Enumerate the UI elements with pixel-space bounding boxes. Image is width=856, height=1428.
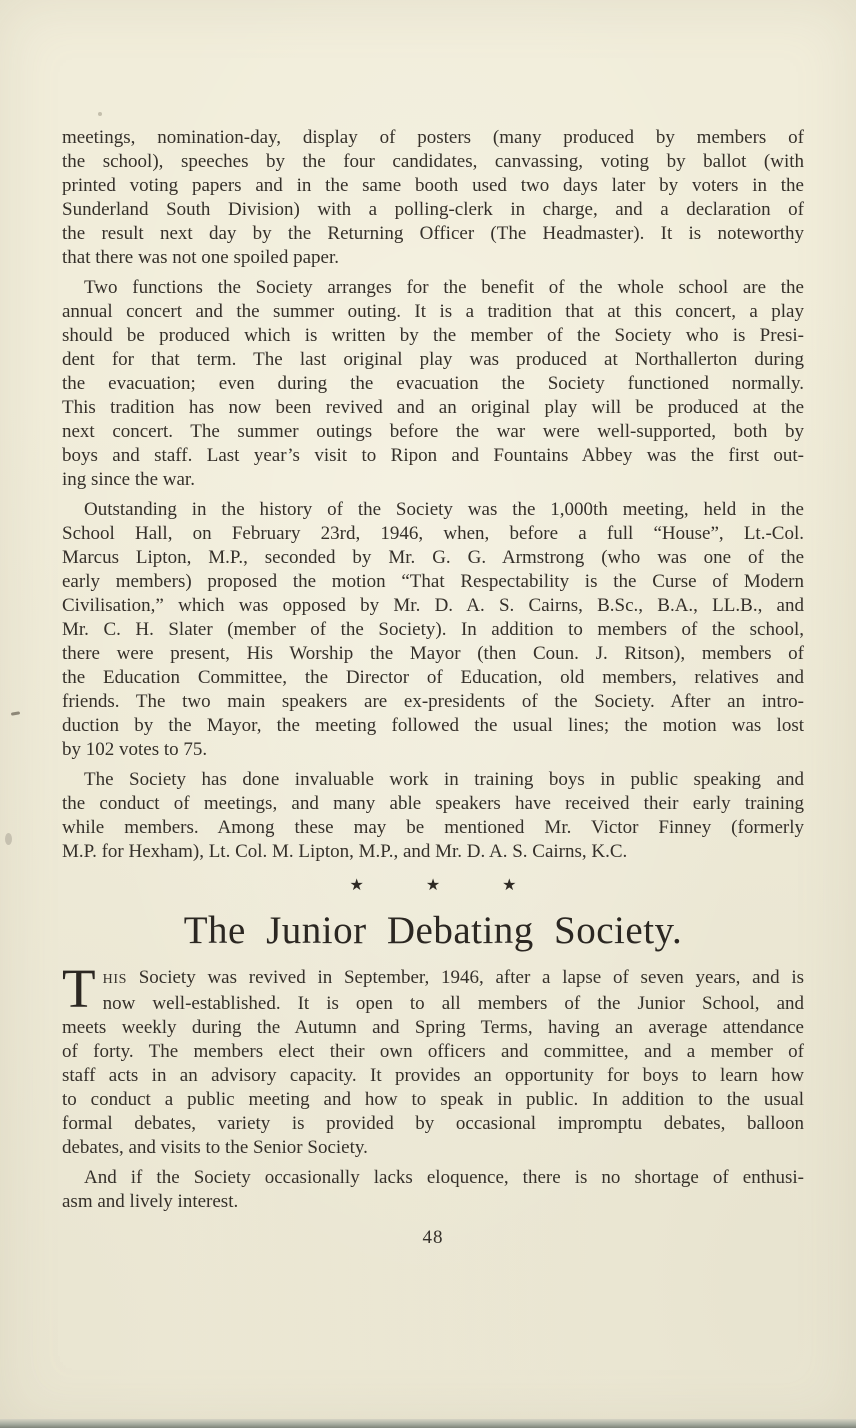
text-line: the Education Committee, the Director of Education, old members, relatives and — [62, 667, 804, 688]
text-line: debates, and visits to the Senior Society. — [62, 1137, 368, 1158]
text-line: friends. The two main speakers are ex-presidents of the Society. After an intro- — [62, 691, 804, 712]
star-icon: ★ — [425, 877, 441, 894]
text-line: by 102 votes to 75. — [62, 739, 208, 760]
paragraph-continuation — [62, 126, 804, 270]
text-line: asm and lively interest. — [62, 1191, 239, 1212]
text-line: Mr. C. H. Slater (member of the Society). In addition to members of the school, — [62, 619, 804, 640]
text-line: meetings, nomination-day, display of posters (many produced by members of — [62, 127, 804, 148]
paragraph-1000th-meeting — [62, 498, 804, 762]
text-line: while members. Among these may be mentioned Mr. Victor Finney (formerly — [62, 817, 804, 838]
text-line: Outstanding in the history of the Society was the 1,000th meeting, held in the — [84, 499, 804, 520]
paragraph-lines — [62, 992, 804, 1160]
text-line: early members) proposed the motion “That Respectability is the Curse of Modern — [62, 571, 804, 592]
text-line: boys and staff. Last year’s visit to Ripon and Fountains Abbey was the first out- — [62, 445, 804, 466]
text-line: the evacuation; even during the evacuation the Society functioned normally. — [62, 373, 804, 394]
text-line: should be produced which is written by the member of the Society who is Presi- — [62, 325, 804, 346]
section-heading: The Junior Debating Society. — [183, 909, 683, 952]
text-line: the conduct of meetings, and many able speakers have received their early training — [62, 793, 804, 814]
paragraph-invaluable-work — [62, 768, 804, 864]
text-line: Civilisation,” which was opposed by Mr. D. A. S. Cairns, B.Sc., B.A., LL.B., and — [62, 595, 804, 616]
text-line: formal debates, variety is provided by occasional impromptu debates, balloon — [62, 1113, 804, 1134]
text-line: ing since the war. — [62, 469, 195, 490]
text-line: the result next day by the Returning Officer (The Headmaster). It is noteworthy — [62, 223, 804, 244]
text-line: School Hall, on February 23rd, 1946, when, before a full “House”, Lt.-Col. — [62, 523, 804, 544]
text-line: Marcus Lipton, M.P., seconded by Mr. G. G. Armstrong (who was one of the — [62, 547, 804, 568]
star-icon: ★ — [349, 877, 364, 894]
text-line: meets weekly during the Autumn and Spring Terms, having an average attendance — [62, 1017, 804, 1038]
ink-speck — [98, 112, 102, 116]
margin-smudge — [5, 833, 12, 845]
text-line: And if the Society occasionally lacks eloquence, there is no shortage of enthusi- — [84, 1167, 804, 1188]
text-line: staff acts in an advisory capacity. It provides an opportunity for boys to learn how — [62, 1065, 804, 1086]
text-line: dent for that term. The last original play was produced at Northallerton during — [62, 349, 804, 370]
text-line: to conduct a public meeting and how to speak in public. In addition to the usual — [62, 1089, 804, 1110]
paragraph-closing — [62, 1166, 804, 1214]
page-bottom-edge — [0, 1419, 856, 1428]
text-line — [62, 966, 804, 992]
text-line: next concert. The summer outings before the war were well-supported, both by — [62, 421, 804, 442]
text-line: there were present, His Worship the Mayor (then Coun. J. Ritson), members of — [62, 643, 804, 664]
text-line: duction by the Mayor, the meeting followed the usual lines; the motion was lost — [62, 715, 804, 736]
text-line: now well-established. It is open to all members of the Junior School, and — [102, 993, 804, 1014]
star-separator — [62, 874, 804, 898]
first-line-text: Society was revived in September, 1946, after a lapse of seven years, and is — [126, 967, 804, 988]
text-line: that there was not one spoiled paper. — [62, 247, 340, 268]
text-line: printed voting papers and in the same booth used two days later by voters in the — [62, 175, 804, 196]
text-line: Sunderland South Division) with a polling-clerk in charge, and a declaration of — [62, 199, 804, 220]
text-line: the school), speeches by the four candidates, canvassing, voting by ballot (with — [62, 151, 804, 172]
text-line: Two functions the Society arranges for the benefit of the whole school are the — [84, 277, 804, 298]
margin-dash-mark — [11, 711, 20, 716]
text-line: annual concert and the summer outing. It is a tradition that at this concert, a play — [62, 301, 804, 322]
smallcaps-word: HIS — [102, 972, 127, 987]
dropcap-letter: T — [62, 958, 96, 1019]
page-number: 48 — [422, 1227, 444, 1248]
star-icon: ★ — [502, 877, 517, 894]
text-line: of forty. The members elect their own officers and committee, and a member of — [62, 1041, 804, 1062]
text-line: This tradition has now been revived and an original play will be produced at the — [62, 397, 804, 418]
text-line: The Society has done invaluable work in training boys in public speaking and — [84, 769, 804, 790]
text-line: M.P. for Hexham), Lt. Col. M. Lipton, M.P., and Mr. D. A. S. Cairns, K.C. — [62, 841, 628, 862]
paragraph-junior-society — [62, 958, 804, 1160]
text-block — [62, 126, 804, 1250]
paragraph-two-functions — [62, 276, 804, 492]
